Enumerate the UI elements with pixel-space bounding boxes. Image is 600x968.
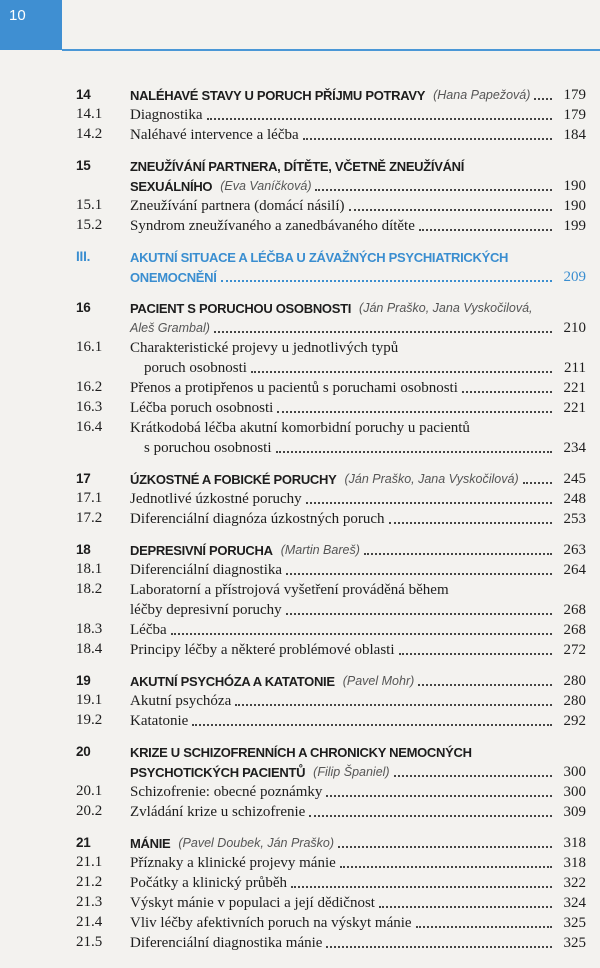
section-title: Laboratorní a přístrojová vyšetření prováděná během: [130, 582, 449, 598]
chapter-author: (Pavel Mohr): [342, 674, 415, 688]
section-title-cont: poruch osobnosti: [144, 360, 247, 376]
section-number: 17.2: [76, 510, 103, 526]
page-ref: 210: [563, 320, 586, 336]
leader-dots: [276, 451, 553, 453]
section-number: 16.3: [76, 399, 103, 415]
chapter-heading[interactable]: [76, 670, 586, 690]
part-title: AKUTNÍ SITUACE A LÉČBA U ZÁVAŽNÝCH PSYCHIATRICKÝCH: [130, 250, 509, 265]
section-title: Naléhavé intervence a léčba: [130, 127, 299, 143]
leader-dots: [214, 331, 552, 333]
chapter-heading[interactable]: [76, 155, 586, 175]
chapter-number: 15: [76, 158, 91, 173]
toc-entry[interactable]: [76, 397, 586, 417]
section-number: 19.2: [76, 712, 103, 728]
leader-dots: [338, 846, 552, 848]
section-title: Vliv léčby afektivních poruch na výskyt mánie: [130, 915, 412, 931]
section-title: Počátky a klinický průběh: [130, 875, 288, 891]
leader-dots: [286, 613, 552, 615]
leader-dots: [416, 926, 552, 928]
part-number: III.: [76, 249, 91, 264]
leader-dots: [394, 775, 552, 777]
toc-entry-cont[interactable]: [76, 357, 586, 377]
section-number: 18.4: [76, 641, 103, 657]
leader-dots: [399, 653, 553, 655]
section-title: Principy léčby a některé problémové oblasti: [130, 642, 395, 658]
page-ref: 248: [563, 491, 586, 507]
section-number: 16.2: [76, 379, 103, 395]
page-ref: 318: [563, 855, 586, 871]
chapter-title-cont: SEXUÁLNÍHO: [130, 179, 213, 194]
part-title-cont: ONEMOCNĚNÍ: [130, 270, 217, 285]
section-title-cont: s poruchou osobnosti: [144, 440, 272, 456]
page-ref: 268: [563, 622, 586, 638]
chapter-18: [76, 539, 586, 659]
toc-entry-cont[interactable]: [76, 599, 586, 619]
page-ref: 221: [563, 380, 586, 396]
toc-entry[interactable]: [76, 639, 586, 659]
chapter-15: [76, 155, 586, 235]
section-title: Akutní psychóza: [130, 693, 232, 709]
toc-entry[interactable]: [76, 690, 586, 710]
leader-dots: [534, 98, 552, 100]
section-number: 15.1: [76, 197, 103, 213]
chapter-author: (Filip Španiel): [313, 765, 390, 779]
page-ref: 324: [563, 895, 586, 911]
chapter-title: KRIZE U SCHIZOFRENNÍCH A CHRONICKY NEMOCNÝCH: [130, 745, 472, 760]
toc-entry[interactable]: [76, 417, 586, 437]
chapter-heading[interactable]: [76, 468, 586, 488]
chapter-number: 19: [76, 673, 91, 688]
toc-entry[interactable]: [76, 781, 586, 801]
section-number: 16.4: [76, 419, 103, 435]
chapter-title: NALÉHAVÉ STAVY U PORUCH PŘÍJMU POTRAVY: [130, 88, 426, 103]
page-ref: 184: [563, 127, 586, 143]
chapter-author: (Eva Vaníčková): [220, 179, 312, 193]
chapter-number: 21: [76, 835, 91, 850]
chapter-heading-cont[interactable]: [76, 175, 586, 195]
section-title: Jednotlivé úzkostné poruchy: [130, 491, 302, 507]
chapter-16: [76, 297, 586, 457]
chapter-number: 18: [76, 542, 91, 557]
section-number: 15.2: [76, 217, 103, 233]
chapter-number: 17: [76, 471, 91, 486]
toc-entry[interactable]: [76, 579, 586, 599]
table-of-contents: [76, 84, 586, 963]
leader-dots: [291, 886, 552, 888]
leader-dots: [277, 411, 552, 413]
chapter-17: [76, 468, 586, 528]
page-ref: 264: [563, 562, 586, 578]
chapter-heading[interactable]: [76, 832, 586, 852]
page-ref: 272: [563, 642, 586, 658]
leader-dots: [221, 280, 552, 282]
chapter-heading[interactable]: [76, 297, 586, 317]
section-title: Zneužívání partnera (domácí násilí): [130, 198, 345, 214]
leader-dots: [192, 724, 552, 726]
leader-dots: [462, 391, 552, 393]
part-heading[interactable]: [76, 246, 586, 266]
chapter-21: [76, 832, 586, 952]
section-number: 14.2: [76, 126, 103, 142]
section-number: 21.1: [76, 854, 103, 870]
section-number: 18.1: [76, 561, 103, 577]
page-ref: 300: [563, 764, 586, 780]
page-ref: 318: [563, 835, 586, 851]
leader-dots: [389, 522, 553, 524]
toc-entry-cont[interactable]: [76, 437, 586, 457]
page-ref: 325: [563, 915, 586, 931]
section-title: Diagnostika: [130, 107, 203, 123]
chapter-heading-cont[interactable]: [76, 761, 586, 781]
chapter-title-cont: PSYCHOTICKÝCH PACIENTŮ: [130, 765, 306, 780]
page-ref: 300: [563, 784, 586, 800]
section-number: 20.1: [76, 783, 103, 799]
toc-entry[interactable]: [76, 104, 586, 124]
leader-dots: [523, 482, 552, 484]
chapter-number: 16: [76, 300, 91, 315]
leader-dots: [235, 704, 552, 706]
chapter-19: [76, 670, 586, 730]
toc-entry[interactable]: [76, 932, 586, 952]
section-number: 21.2: [76, 874, 103, 890]
section-title: Diferenciální diagnóza úzkostných poruch: [130, 511, 385, 527]
toc-entry[interactable]: [76, 892, 586, 912]
section-title: Příznaky a klinické projevy mánie: [130, 855, 336, 871]
page-ref: 325: [563, 935, 586, 951]
leader-dots: [418, 684, 552, 686]
toc-entry[interactable]: [76, 710, 586, 730]
leader-dots: [326, 795, 552, 797]
chapter-author-cont: Aleš Grambal): [130, 321, 210, 335]
page-ref: 253: [563, 511, 586, 527]
leader-dots: [349, 209, 553, 211]
leader-dots: [303, 138, 552, 140]
chapter-heading[interactable]: [76, 539, 586, 559]
leader-dots: [364, 553, 552, 555]
page-ref: 322: [563, 875, 586, 891]
leader-dots: [251, 371, 552, 373]
section-number: 16.1: [76, 339, 103, 355]
leader-dots: [286, 573, 552, 575]
chapter-author: (Ján Praško, Jana Vyskočilová,: [359, 301, 533, 315]
toc-entry[interactable]: [76, 215, 586, 235]
section-number: 21.3: [76, 894, 103, 910]
section-number: 21.4: [76, 914, 103, 930]
toc-entry[interactable]: [76, 508, 586, 528]
page-ref: 280: [563, 693, 586, 709]
toc-entry[interactable]: [76, 852, 586, 872]
chapter-heading-cont[interactable]: [76, 317, 586, 337]
section-number: 20.2: [76, 803, 103, 819]
leader-dots: [171, 633, 552, 635]
chapter-author: (Hana Papežová): [433, 88, 531, 102]
page-ref: 190: [563, 198, 586, 214]
chapter-20: [76, 741, 586, 821]
section-title: Katatonie: [130, 713, 189, 729]
chapter-title: PACIENT S PORUCHOU OSOBNOSTI: [130, 301, 352, 316]
page-ref: 209: [563, 269, 586, 285]
chapter-title: MÁNIE: [130, 836, 171, 851]
leader-dots: [207, 118, 553, 120]
page-ref: 309: [563, 804, 586, 820]
chapter-title: ÚZKOSTNÉ A FOBICKÉ PORUCHY: [130, 472, 337, 487]
chapter-title: AKUTNÍ PSYCHÓZA A KATATONIE: [130, 674, 335, 689]
chapter-number: 20: [76, 744, 91, 759]
toc-entry[interactable]: [76, 488, 586, 508]
section-title: Léčba poruch osobnosti: [130, 400, 274, 416]
page-number: 10: [9, 7, 26, 24]
page-ref: 199: [563, 218, 586, 234]
header-rule: [62, 49, 600, 51]
chapter-heading[interactable]: [76, 741, 586, 761]
section-number: 18.3: [76, 621, 103, 637]
section-number: 18.2: [76, 581, 103, 597]
section-title: Schizofrenie: obecné poznámky: [130, 784, 323, 800]
toc-entry[interactable]: [76, 872, 586, 892]
toc-entry[interactable]: [76, 124, 586, 144]
page-ref: 245: [563, 471, 586, 487]
section-title: Zvládání krize u schizofrenie: [130, 804, 306, 820]
toc-entry[interactable]: [76, 801, 586, 821]
toc-entry[interactable]: [76, 337, 586, 357]
section-number: 19.1: [76, 692, 103, 708]
part-heading-cont[interactable]: [76, 266, 586, 286]
section-number: 14.1: [76, 106, 103, 122]
page-ref: 179: [563, 107, 586, 123]
section-title: Léčba: [130, 622, 167, 638]
page-ref: 190: [563, 178, 586, 194]
chapter-author: (Ján Praško, Jana Vyskočilová): [344, 472, 519, 486]
chapter-14: [76, 84, 586, 144]
section-title: Výskyt mánie v populaci a její dědičnost: [130, 895, 375, 911]
part-3: [76, 246, 586, 286]
chapter-title: ZNEUŽÍVÁNÍ PARTNERA, DÍTĚTE, VČETNĚ ZNEUŽÍVÁNÍ: [130, 159, 465, 174]
leader-dots: [306, 502, 552, 504]
leader-dots: [379, 906, 552, 908]
leader-dots: [340, 866, 552, 868]
toc-entry[interactable]: [76, 195, 586, 215]
page-ref: 263: [563, 542, 586, 558]
section-title: Přenos a protipřenos u pacientů s poruchami osobnosti: [130, 380, 458, 396]
chapter-title: DEPRESIVNÍ PORUCHA: [130, 543, 273, 558]
section-number: 17.1: [76, 490, 103, 506]
page-ref: 268: [563, 602, 586, 618]
page-ref: 292: [563, 713, 586, 729]
page-ref: 221: [563, 400, 586, 416]
section-title-cont: léčby depresivní poruchy: [130, 602, 282, 618]
chapter-author: (Martin Bareš): [280, 543, 360, 557]
section-title: Diferenciální diagnostika: [130, 562, 283, 578]
page-number-tab: [0, 0, 62, 50]
chapter-author: (Pavel Doubek, Ján Praško): [178, 836, 335, 850]
page-ref: 234: [563, 440, 586, 456]
page-ref: 179: [563, 87, 586, 103]
chapter-number: 14: [76, 87, 91, 102]
toc-entry[interactable]: [76, 912, 586, 932]
leader-dots: [309, 815, 552, 817]
page-ref: 211: [564, 360, 586, 376]
leader-dots: [326, 946, 552, 948]
page-ref: 280: [563, 673, 586, 689]
chapter-heading[interactable]: [76, 84, 586, 104]
toc-entry[interactable]: [76, 377, 586, 397]
leader-dots: [419, 229, 552, 231]
section-title: Diferenciální diagnostika mánie: [130, 935, 323, 951]
leader-dots: [315, 189, 552, 191]
toc-entry[interactable]: [76, 619, 586, 639]
toc-entry[interactable]: [76, 559, 586, 579]
section-title: Syndrom zneužívaného a zanedbávaného dítěte: [130, 218, 415, 234]
section-number: 21.5: [76, 934, 103, 950]
section-title: Charakteristické projevy u jednotlivých typů: [130, 340, 399, 356]
section-title: Krátkodobá léčba akutní komorbidní poruchy u pacientů: [130, 420, 470, 436]
